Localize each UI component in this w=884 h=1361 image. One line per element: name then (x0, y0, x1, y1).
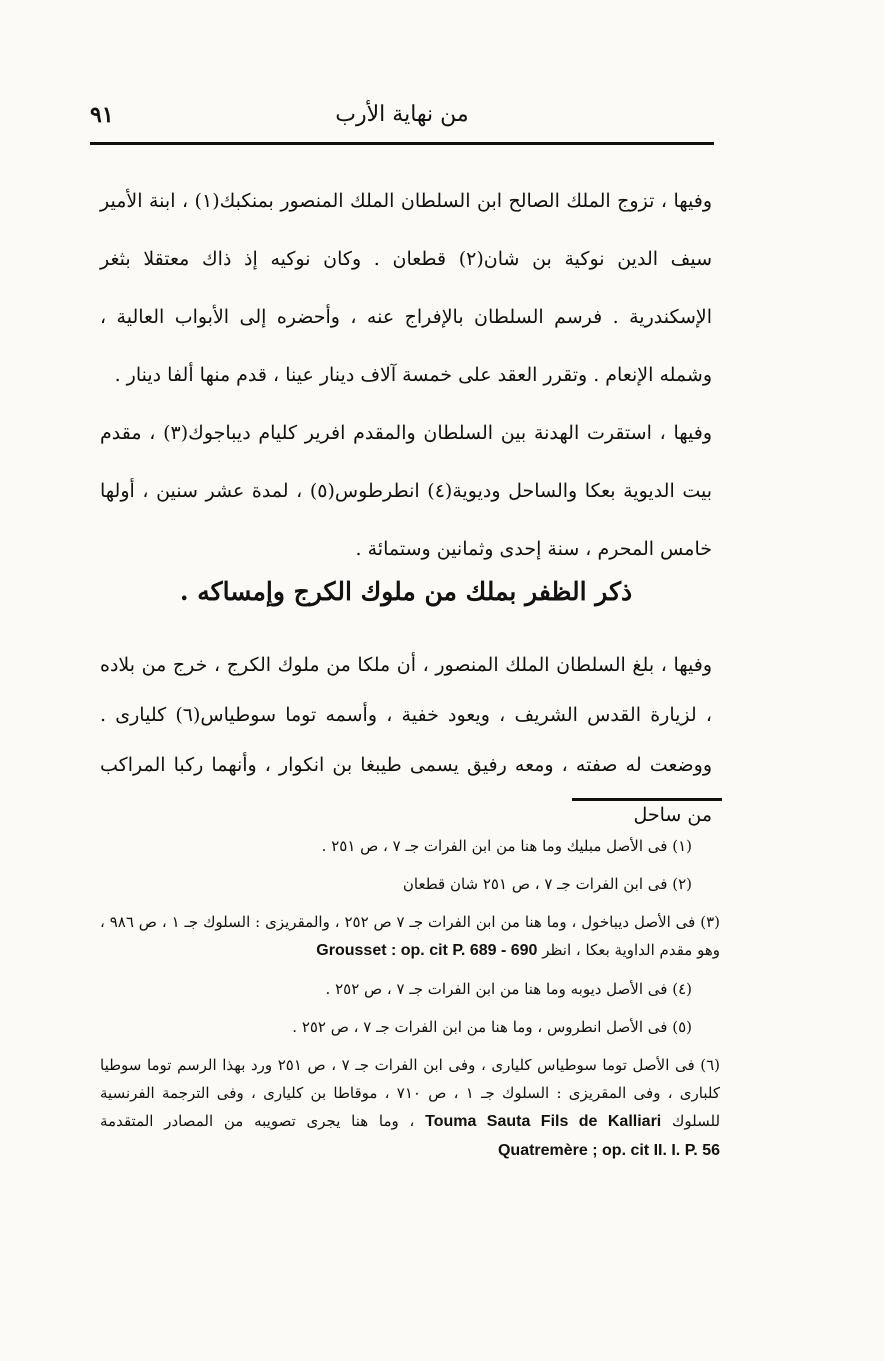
footnote-rule (572, 798, 722, 801)
footnote-4: (٤) فى الأصل ديوبه وما هنا من ابن الفرات جـ ٧ ، ص ٢٥٢ . (325, 980, 692, 998)
footnote-3-text: (٣) فى الأصل ديباخول ، وما هنا من ابن الفرات جـ ٧ ص ٢٥٢ ، والمقريزى : السلوك جـ ١ ، ص ٩٨٦ ، وهو مقدم الداوية بعكا ، انظر (100, 913, 721, 959)
header-rule (90, 142, 714, 145)
running-title: من نهاية الأرب (335, 102, 469, 127)
footnote-3 (100, 908, 720, 965)
footnote-6-text: (٦) فى الأصل توما سوطياس كليارى ، وفى ابن الفرات جـ ٧ ، ص ٢٥١ ورد بهذا الرسم توما سوطيا كلبارى ، وفى المقريزى : السلوك جـ ١ ، ص ٧١٠ ، موقاطا بن كليارى ، وفى الترجمة الفرنسية للسلوك (100, 1056, 721, 1130)
paragraph-georgian-king: وفيها ، بلغ السلطان الملك المنصور ، أن ملكا من ملوك الكرج ، خرج من بلاده ، لزيارة القدس الشريف ، ويعود خفية ، وأسمه توما سوطياس(٦) كليارى . ووضعت له صفته ، ومعه رفيق يسمى طيبغا بن انكوار ، وأنهما ركبا المراكب من ساحل (100, 654, 713, 826)
section-heading: ذكر الظفر بملك من ملوك الكرج وإمساكه . (179, 577, 633, 606)
footnote-2: (٢) فى ابن الفرات جـ ٧ ، ص ٢٥١ شان قطعان (402, 875, 692, 893)
page-number: ٩١ (90, 102, 114, 128)
running-header (90, 92, 714, 138)
footnotes (100, 832, 720, 1175)
footnote-6-latin-2: Quatremère ; op. cit II. I. P. 56 (497, 1142, 720, 1159)
section-text (100, 640, 712, 840)
footnote-3-latin: Grousset : op. cit P. 689 - 690 (316, 942, 538, 959)
footnote-1: (١) فى الأصل مبليك وما هنا من ابن الفرات جـ ٧ ، ص ٢٥١ . (321, 837, 692, 855)
paragraph-truce: وفيها ، استقرت الهدنة بين السلطان والمقدم افرير كليام ديباجوك(٣) ، مقدم بيت الديوية بعكا والساحل وديوية(٤) انطرطوس(٥) ، لمدة عشر سنين ، أولها خامس المحرم ، سنة إحدى وثمانين وستمائة . (100, 422, 713, 560)
footnote-6 (100, 1051, 720, 1165)
footnote-5: (٥) فى الأصل انطروس ، وما هنا من ابن الفرات جـ ٧ ، ص ٢٥٢ . (292, 1018, 692, 1036)
footnote-6-mid: ، وما هنا يجرى تصويبه من المصادر المتقدمة (100, 1112, 415, 1130)
paragraph-marriage: وفيها ، تزوج الملك الصالح ابن السلطان الملك المنصور بمنكبك(١) ، ابنة الأمير سيف الدين نوكية بن شان(٢) قطعان . وكان نوكيه إذ ذاك معتقلا بثغر الإسكندرية . فرسم السلطان بالإفراج عنه ، وأحضره إلى الأبواب العالية ، وشمله الإنعام . وتقرر العقد على خمسة آلاف دينار عينا ، قدم منها ألفا دينار . (100, 190, 712, 386)
main-text (100, 172, 712, 578)
footnote-6-latin-1: Touma Sauta Fils de Kalliari (425, 1113, 662, 1130)
